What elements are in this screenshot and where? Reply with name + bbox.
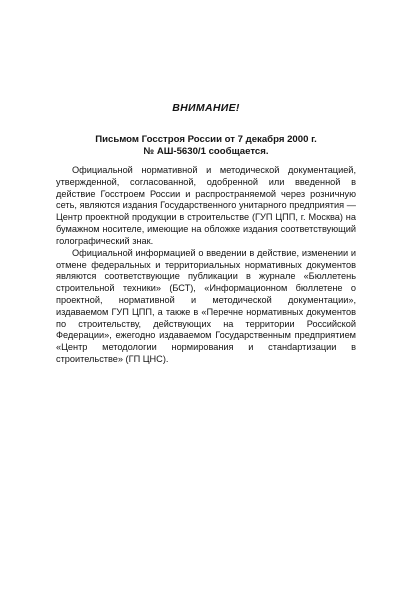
letter-reference-line-2: № АШ-5630/1 сообщается. <box>143 146 269 157</box>
letter-reference-line-1: Письмом Госстроя России от 7 декабря 2000 г. <box>95 134 317 145</box>
paragraph-official-documentation: Официальной нормативной и методической документацией, утвержденной, согласованной, одобренной или введенной в действие Госстроем России и распространяемой через розничную сеть, являются издания Государственного унитарного предприятия — Центр проектной продукции в строительстве (ГУП ЦПП, г. Москва) на бумажном носителе, имеющие на обложке издания соответствующий голографический знак. <box>56 165 356 246</box>
notice-heading: ВНИМАНИЕ! <box>172 102 240 114</box>
letter-reference <box>56 134 356 158</box>
body-text <box>56 165 356 366</box>
paragraph-official-information: Официальной информацией о введении в действие, изменении и отмене федеральных и территориальных нормативных документов являются соответствующие публикации в журнале «Бюллетень строительной техники» (БСТ), «Информационном бюллетене о проектной, нормативной и методической документации», издаваемом ГУП ЦПП, а также в «Перечне нормативных документов по строительству, действующих на территории Российской Федерации», ежегодно издаваемом Государственным предприятием «Центр методологии нормирования и станdартизации в строительстве» (ГП ЦНС). <box>56 247 356 365</box>
